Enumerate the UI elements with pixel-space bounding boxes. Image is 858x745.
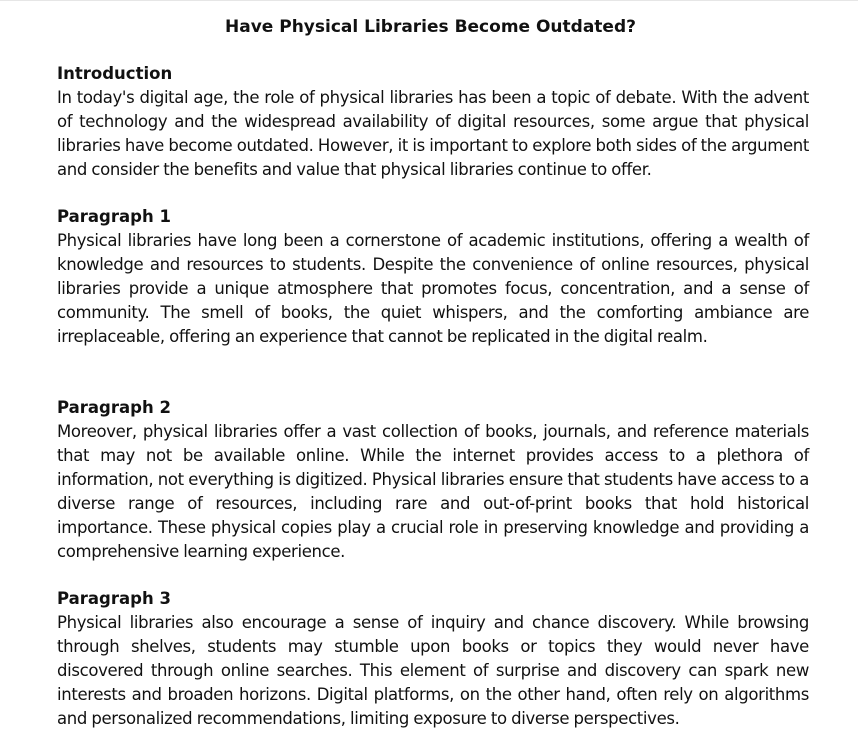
- section-heading-introduction: Introduction: [57, 64, 173, 83]
- section-paragraph-3: [57, 587, 809, 731]
- section-body-paragraph-3: Physical libraries also encourage a sense of inquiry and chance discovery. While browsing through shelves, students may stumble upon books or topics they would never have discovered through online searches. This element of surprise and discovery can spark new interests and broaden horizons. Digital platforms, on the other hand, often rely on algorithms and personalized recommendations, limiting exposure to diverse perspectives.: [57, 613, 809, 728]
- top-divider: [0, 0, 858, 1]
- section-heading-paragraph-2: Paragraph 2: [57, 398, 171, 417]
- section-heading-paragraph-1: Paragraph 1: [57, 207, 171, 226]
- document-title: Have Physical Libraries Become Outdated?: [225, 17, 636, 37]
- section-paragraph-1: [57, 205, 809, 349]
- section-body-paragraph-1: Physical libraries have long been a cornerstone of academic institutions, offering a wealth of knowledge and resources to students. Despite the convenience of online resources, physical libraries provide a unique atmosphere that promotes focus, concentration, and a sense of community. The smell of books, the quiet whispers, and the comforting ambiance are irreplaceable, offering an experience that cannot be replicated in the digital realm.: [57, 231, 809, 346]
- section-heading-paragraph-3: Paragraph 3: [57, 589, 171, 608]
- section-body-introduction: In today's digital age, the role of physical libraries has been a topic of debate. With the advent of technology and the widespread availability of digital resources, some argue that physical libraries have become outdated. However, it is important to explore both sides of the argument and consider the benefits and value that physical libraries continue to offer.: [57, 88, 809, 179]
- section-introduction: [57, 62, 809, 182]
- section-paragraph-2: [57, 396, 809, 564]
- section-body-paragraph-2: Moreover, physical libraries offer a vast collection of books, journals, and reference materials that may not be available online. While the internet provides access to a plethora of information, not everything is digitized. Physical libraries ensure that students have access to a diverse range of resources, including rare and out-of-print books that hold historical importance. These physical copies play a crucial role in preserving knowledge and providing a comprehensive learning experience.: [57, 422, 809, 561]
